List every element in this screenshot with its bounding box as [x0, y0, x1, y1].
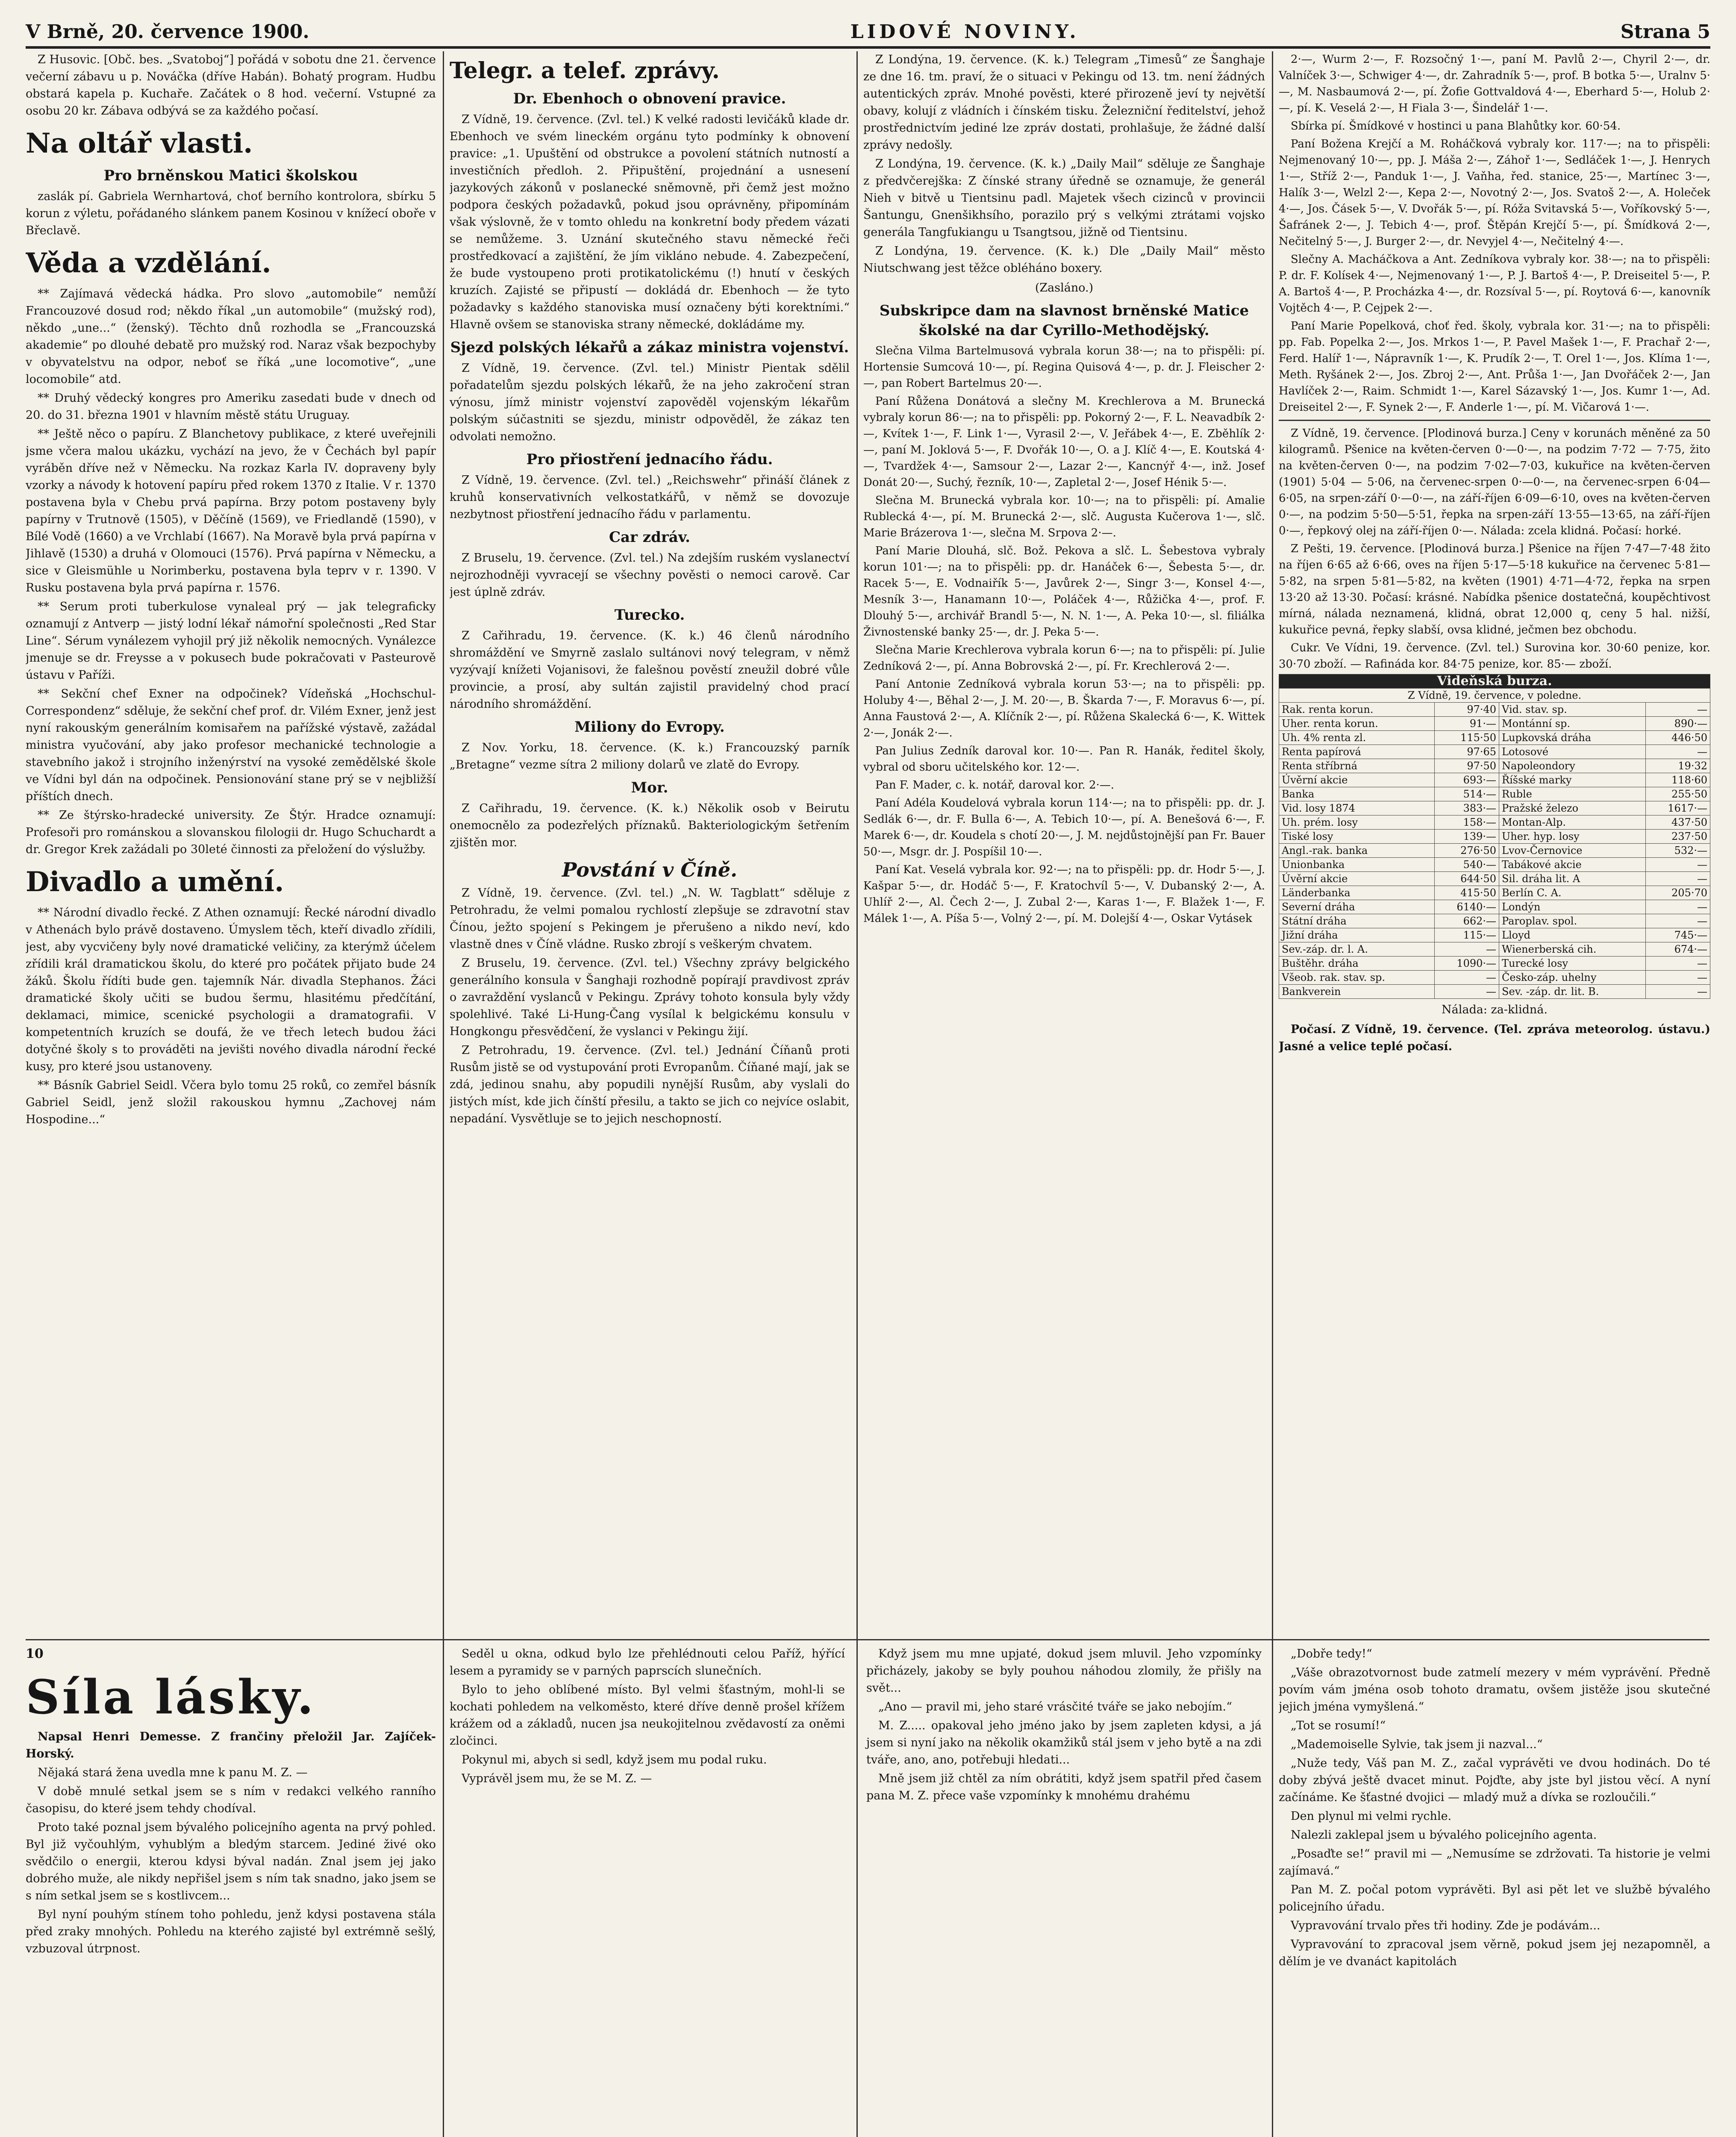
feuilleton-rule: [26, 1639, 1710, 1640]
feuilleton-paragraph: „Ano — pravil mi, jeho staré vrásčité tváře se jako nebojím.“: [878, 1700, 1232, 1713]
feuilleton-paragraph: V době mnulé setkal jsem se s ním v redakci velkého ranního časopisu, do které jsem tehdy chodíval.: [26, 1785, 436, 1815]
bourse-row: [1279, 914, 1710, 928]
telegram-text: Z Cařihradu, 19. července. (K. k.) Několik osob v Beirutu onemocnělo za podezřelých příznaků. Bakteriologickým šetřením zjištěn mor.: [450, 802, 850, 849]
bourse-security: Renta stříbrná: [1279, 759, 1435, 773]
feuilleton-paragraph: M. Z..... opakoval jeho jméno jako by jsem zapleten kdysi, a já jsem si nyní jako na několik okamžiků stál jsem v jeho bytě a na zdi tváře, ano, ano, potřebuji hledati...: [866, 1719, 1262, 1766]
bourse-price: 97·50: [1435, 759, 1499, 773]
bourse-security: Wienerberská cih.: [1499, 942, 1646, 957]
telegram-text: Z Londýna, 19. července. (K. k.) Dle „Daily Mail“ město Niutschwang jest těžce obléháno boxery.: [863, 244, 1265, 275]
market-report: Z Vídně, 19. července. [Plodinová burza.] Ceny v korunách měněné za 50 kilogramů. Pšenice na květen-červen 0·—0·—, na podzim 7·72 — 7·75, žito na květen-červen 0·—, na podzim 7·02—7·03, kukuřice na květen-červen (1901) 5·04 — 5·06, na červenec-srpen 0·—0·—, na červenec-srpen 6·04—6·05, na srpen-září 0·—0·—, na září-říjen 6·09—6·10, oves na květen-červen 0·—, na podzim 5·50—5·51, řepka na srpen-září 13·55—13·65, na září-říjen 0·—, řepkový olej na září-říjen 0·—. Nálada: zcela klidná. Počasí: horké.: [1279, 427, 1710, 537]
subscription-entry: Paní Božena Krejčí a M. Roháčková vybraly kor. 117·—; na to přispěli: Nejmenovaný 10·—, pp. J. Máša 2·—, Záhoř 1·—, Sedláček 1·—, J. Henrych 1·—, Stříž 2·—, Panduk 1·—, J. Vaňha, řed. stanice, 25·—, Martínec 3·—, Halík 3·—, Welzl 2·—, Kepa 2·—, Novotný 2·—, Jos. Svatoš 2·—, A. Holeček 4·—, Jos. Čásek 5·—, V. Dvořák 5·—, pí. Róža Svitavská 5·—, Voříkovský 5·—, Šafránek 2·—, J. Tebich 4·—, prof. Štěpán Krejčí 5·—, pí. Šmídková 2·—, Nečitelný 5·—, J. Burger 2·—, dr. Nevyjel 4·—, Nečitelný 4·—.: [1279, 138, 1710, 248]
bourse-table: [1279, 674, 1710, 999]
oltar-subhead: Pro brněnskou Matici školskou: [103, 167, 358, 184]
subscription-entry: Paní Kat. Veselá vybrala kor. 92·—; na to přispěli: pp. dr. Hodr 5·—, J. Kašpar 5·—, dr. Hodáč 5·—, F. Kratochvíl 5·—, V. Dubanský 2·—, A. Uhlíř 2·—, Al. Čech 2·—, J. Zubal 2·—, Karas 1·—, F. Blažek 1·—, F. Málek 1·—, A. Píša 5·—, Volný 2·—, pí. M. Dolejší 4·—, Oskar Vytásek: [863, 863, 1265, 925]
bourse-security: Ruble: [1499, 787, 1646, 801]
bourse-security: Turecké losy: [1499, 957, 1646, 971]
bourse-security: Lloyd: [1499, 928, 1646, 942]
bourse-security: Uh. prém. losy: [1279, 815, 1435, 830]
telegram-text: Z Londýna, 19. července. (K. k.) „Daily Mail“ sděluje ze Šanghaje z předvčerejška: Z čínské strany úředně se oznamuje, že generál Nieh v bitvě u Tientsinu padl. Majetek všech cizinců v provincii Šantungu, Gnenšikhsího, porazilo prý s velkými ztrátami vojsko generála Tangfukiangu u Tsangtsou, jižně od Tientsinu.: [863, 157, 1265, 239]
bourse-security: Montánní sp.: [1499, 717, 1646, 731]
bourse-security: Länderbanka: [1279, 886, 1435, 900]
column-rule-1: [443, 51, 444, 2137]
bourse-row: [1279, 731, 1710, 745]
telegram-headline: Pro přiostření jednacího řádu.: [526, 451, 773, 468]
column-3: [863, 51, 1265, 1638]
bourse-price: —: [1646, 985, 1710, 999]
column-2: [450, 51, 850, 1638]
section-veda-a-vzdelani: Věda a vzdělání.: [26, 247, 271, 279]
bourse-price: —: [1646, 703, 1710, 717]
feuilleton-paragraph: Den plynul mi velmi rychle.: [1291, 1810, 1452, 1823]
bourse-price: —: [1646, 745, 1710, 759]
bourse-price: 255·50: [1646, 787, 1710, 801]
column-1: [26, 51, 436, 1638]
bourse-security: Úvěrní akcie: [1279, 773, 1435, 787]
masthead-page-label: Strana 5: [1620, 21, 1710, 43]
bourse-price: 446·50: [1646, 731, 1710, 745]
bourse-security: Severní dráha: [1279, 900, 1435, 914]
feuilleton-paragraph: Pan M. Z. počal potom vyprávěti. Byl asi pět let ve službě bývalého policejního úřadu.: [1279, 1883, 1710, 1913]
bourse-security: Napoleondory: [1499, 759, 1646, 773]
feuilleton-paragraph: Bylo to jeho oblíbené místo. Byl velmi šťastným, mohl-li se kochati pohledem na velkoměsto, které dříve denně prošel křížem krážem od a základů, nucen jsa neukojitelnou zvědavostí za oněmi zločinci.: [450, 1683, 845, 1748]
bourse-security: Lvov-Černovice: [1499, 844, 1646, 858]
bourse-price: —: [1435, 942, 1499, 957]
telegram-text: Z Vídně, 19. července. (Zvl. tel.) „Reichswehr“ přináší článek z kruhů konservativních velkostatkářů, v němž se dovozuje nezbytnost přiostření jednacího řádu v parlamentu.: [450, 474, 850, 521]
column-4: [1279, 51, 1710, 1638]
telegram-headline-china: Povstání v Číně.: [562, 858, 738, 881]
veda-item: ** Ze štýrsko-hradecké university. Ze Štýr. Hradce oznamují: Profesoři pro románskou a slovanskou filologii dr. Hugo Schuchardt a dr. Gregor Krek zažádali po 30leté činnosti za přeložení do výslužby.: [26, 809, 436, 856]
bourse-security: Montan-Alp.: [1499, 815, 1646, 830]
feuilleton-paragraph: Mně jsem již chtěl za ním obrátiti, když jsem spatřil před časem pana M. Z. přece vaše vzpomínky k mnohému drahému: [866, 1772, 1262, 1802]
feuilleton-number: 10: [26, 1646, 44, 1661]
masthead-date: V Brně, 20. července 1900.: [26, 21, 309, 43]
bourse-price: 415·50: [1435, 886, 1499, 900]
bourse-security: Paroplav. spol.: [1499, 914, 1646, 928]
subscription-entry: Paní Adéla Koudelová vybrala korun 114·—; na to přispěli: pp. dr. J. Sedlák 6·—, dr. F. Bulla 6·—, A. Tebich 10·—, pí. A. Benešová 6·—, F. Marek 6·—, dr. Koudela s chotí 20·—, J. M. nejdůstojnější pan Fr. Bauer 50·—, Msgr. dr. J. Pospíšil 10·—.: [863, 797, 1265, 858]
bourse-price: 745·—: [1646, 928, 1710, 942]
bourse-price: 674·—: [1646, 942, 1710, 957]
feuilleton-paragraph: „Mademoiselle Sylvie, tak jsem ji nazval...“: [1291, 1738, 1543, 1751]
market-rule: [1279, 420, 1710, 421]
bourse-subtitle: Z Vídně, 19. července, v poledne.: [1279, 689, 1710, 703]
feuilleton-paragraph: Vypravování to zpracoval jsem věrně, pokud jsem jej nezapomněl, a dělím je ve dvanáct kapitolách: [1279, 1938, 1710, 1968]
bourse-row: [1279, 971, 1710, 985]
veda-item: ** Zajímavá vědecká hádka. Pro slovo „automobile“ nemůží Francouzové dosud rod; někdo říkal „un automobile“ (mužský rod), někdo „une...“ (ženský). Těchto dnů rozhodla se „Francouzská akademie“ po dlouhé debatě pro mužský rod. Naraz však bezpochyby v obyvatelstvu na odpor, neboť se říká „une locomotive“, „une locomobile“ atd.: [26, 287, 436, 386]
section-na-oltar-vlasti: Na oltář vlasti.: [26, 127, 253, 159]
telegram-text: Z Bruselu, 19. července. (Zvl. tel.) Všechny zprávy belgického generálního konsula v Šanghaji rozhodně popírají pravdivost zpráv o zavraždění vyslanců v Pekingu. Zprávy tohoto konsula byly vždy spolehlivé. Také Li-Hung-Čang vysílal k belgickému konsulu v Hongkongu přesvědčení, že vyslanci v Pekingu žijí.: [450, 957, 850, 1038]
veda-item: ** Serum proti tuberkulose vynaleal prý — jak telegraficky oznamují z Antverp — jistý lodní lékař námořní společnosti „Red Star Line“. Sérum vynálezem vyhojil prý již několik nemocných. Vynálezce jmenuje se dr. Freysse a v pokusech bude pokračovati v Pasteurově ústavu v Paříži.: [26, 600, 436, 682]
feuilleton-paragraph: Vyprávěl jsem mu, že se M. Z. —: [462, 1772, 652, 1785]
bourse-price: 115·—: [1435, 928, 1499, 942]
bourse-security: Česko-záp. uhelny: [1499, 971, 1646, 985]
subscription-entry: Slečna M. Brunecká vybrala kor. 10·—; na to přispěli: pí. Amalie Rublecká 4·—, pí. M. Brunecká 2·—, slč. Augusta Kučerova 1·—, slč. Marie Brázerova 1·—, slečna M. Srpova 2·—.: [863, 494, 1265, 539]
bourse-price: 383·—: [1435, 801, 1499, 815]
bourse-row: [1279, 858, 1710, 872]
bourse-price: 890·—: [1646, 717, 1710, 731]
feuilleton-paragraph: Seděl u okna, odkud bylo lze přehlédnouti celou Paříž, hýřící lesem a pyramidy se v parných paprscích slunečních.: [450, 1647, 845, 1678]
bourse-security: Renta papírová: [1279, 745, 1435, 759]
bourse-row: [1279, 928, 1710, 942]
bourse-security: Všeob. rak. stav. sp.: [1279, 971, 1435, 985]
feuilleton-column-2: [450, 1645, 1262, 2137]
masthead: [26, 13, 1710, 49]
bourse-row: [1279, 703, 1710, 717]
bourse-security: Tabákové akcie: [1499, 858, 1646, 872]
feuilleton-column-1: [26, 1645, 436, 2137]
bourse-security: Lotosové: [1499, 745, 1646, 759]
husovice-notice: Z Husovic. [Obč. bes. „Svatoboj“] pořádá v sobotu dne 21. července večerní zábavu u p. Nováčka (dříve Habán). Bohatý program. Hudbu obstará kapela p. Kuchaře. Začátek o 8 hod. večerní. Vstupné za osobu 20 kr. Zábava odbývá se za každého počasí.: [26, 53, 436, 118]
bourse-row: [1279, 759, 1710, 773]
bourse-price: —: [1646, 957, 1710, 971]
bourse-price: 437·50: [1646, 815, 1710, 830]
bourse-security: Úvěrní akcie: [1279, 872, 1435, 886]
bourse-row: [1279, 815, 1710, 830]
veda-item: ** Druhý vědecký kongres pro Ameriku zasedati bude v dnech od 20. do 31. března 1901 v hlavním městě státu Uruguay.: [26, 391, 436, 422]
bourse-security: Angl.-rak. banka: [1279, 844, 1435, 858]
bourse-row: [1279, 985, 1710, 999]
bourse-price: 276·50: [1435, 844, 1499, 858]
bourse-row: [1279, 773, 1710, 787]
bourse-row: [1279, 717, 1710, 731]
oltar-text: zaslák pí. Gabriela Wernhartová, choť berního kontrolora, sbírku 5 korun z výletu, pořádaného slánkem panem Kosinou v knížecí oboře v Břeclavě.: [26, 190, 436, 237]
bourse-row: [1279, 745, 1710, 759]
telegram-headline: Sjezd polských lékařů a zákaz ministra vojenství.: [450, 339, 849, 356]
bourse-price: 97·65: [1435, 745, 1499, 759]
bourse-price: 662·—: [1435, 914, 1499, 928]
telegram-text: Z Nov. Yorku, 18. července. (K. k.) Francouzský parník „Bretagne“ vezme sítra 2 miliony dolarů ve zlatě do Evropy.: [450, 741, 850, 771]
veda-item: ** Ještě něco o papíru. Z Blanchetovy publikace, z které uveřejnili jsme včera malou ukázku, vychází na jevo, že v Čechách byl papír vyráběn dříve než v Německu. Na rozkaz Karla IV. dopraveny byly vzorky a návody k hotovení papíru před rokem 1370 z Italie. V r. 1370 postavena byla v Chebu prvá papírna. Brzy potom postaveny byly papírny v Trutnově (1505), v Děčíně (1569), ve Friedlandě (1590), v Bílé Vodě (1660) a ve Vrchlabí (1667). Na Moravě byla prvá papírna v Jihlavě (1530) a druhá v Olomouci (1576). Prvá papírna v Německu, a sice v Gleismühle u Norimberku, postavena byla teprv v r. 1390. V Rusku postavena byla prvá papírna r. 1576.: [26, 427, 436, 595]
bourse-security: Sil. dráha lit. A: [1499, 872, 1646, 886]
bourse-price: —: [1435, 985, 1499, 999]
feuilleton-column-3: [1279, 1645, 1710, 2137]
bourse-security: Pražské železo: [1499, 801, 1646, 815]
bourse-security: Uher. renta korun.: [1279, 717, 1435, 731]
zaslano-label: (Zasláno.): [1035, 281, 1094, 294]
bourse-price: —: [1435, 971, 1499, 985]
bourse-price: 693·—: [1435, 773, 1499, 787]
bourse-security: Sev. -záp. dr. lit. B.: [1499, 985, 1646, 999]
bourse-row: [1279, 942, 1710, 957]
feuilleton-paragraph: „Tot se rosumí!“: [1291, 1719, 1386, 1732]
bourse-security: Uher. hyp. losy: [1499, 830, 1646, 844]
subscription-entry: Pan Julius Zedník daroval kor. 10·—. Pan R. Hanák, ředitel školy, vybral od sboru učitelského kor. 12·—.: [863, 745, 1265, 774]
bourse-price: 97·40: [1435, 703, 1499, 717]
feuilleton-paragraph: Nalezli zaklepal jsem u bývalého policejního agenta.: [1291, 1828, 1597, 1842]
bourse-security: Rak. renta korun.: [1279, 703, 1435, 717]
subscription-headline: Subskripce dam na slavnost brněnské Matice školské na dar Cyrillo-Methodějský.: [879, 302, 1249, 339]
market-report: Z Pešti, 19. července. [Plodinová burza.] Pšenice na říjen 7·47—7·48 žito na říjen 6·65 až 6·66, oves na říjen 5·17—5·18 kukuřice na červenec 5·81—5·82, na srpen 5·81—5·82, na květen (1901) 4·71—4·72, řepka na srpen 13·20 až 13·30. Počasí: krásné. Nabídka pšenice dostatečná, koupěchtivost mírná, nálada neznamená, klidná, obrat 12,000 q, ceny 5 hal. nižší, kukuřice pevná, řepky slabší, ovsa klidné, ječmen bez obchodu.: [1279, 542, 1710, 636]
bourse-mood: Nálada: za-klidná.: [1442, 1003, 1548, 1016]
telegram-headline: Miliony do Evropy.: [574, 718, 725, 736]
bourse-price: 1090·—: [1435, 957, 1499, 971]
bourse-row: [1279, 886, 1710, 900]
telegram-text: Z Petrohradu, 19. července. (Zvl. tel.) Jednání Číňanů proti Rusům jistě se od vystupování proti Evropanům. Číňané mají, jak se zdá, jedinou snahu, aby popudili nynější Rusům, aby vyslali do jistých míst, kde jich čínští přesilu, a takto se jich co nejvíce oslabit, nepadání. Vysvětluje se to jejich neschopností.: [450, 1044, 850, 1125]
bourse-price: 118·60: [1646, 773, 1710, 787]
bourse-row: [1279, 844, 1710, 858]
bourse-security: Londýn: [1499, 900, 1646, 914]
bourse-price: 644·50: [1435, 872, 1499, 886]
telegram-text: Z Cařihradu, 19. července. (K. k.) 46 členů národního shromáždění ve Smyrně zaslalo sultánovi nový telegram, v němž vyzývají knížeti Vojanisovi, že falešnou pověstí zneužil dobré vůle provincie, a prosí, aby sultán zajistil pravidelný chod prací národního shromáždění.: [450, 629, 850, 711]
subscription-entry: Slečna Vilma Bartelmusová vybrala korun 38·—; na to přispěli: pí. Hortensie Sumcová 10·—, pí. Regina Quisová 4·—, p. dr. J. Fleischer 2·—, pan Robert Bartelmus 20·—.: [863, 344, 1265, 390]
section-telegr-zpravy: Telegr. a telef. zprávy.: [450, 58, 720, 84]
telegram-text: Z Vídně, 19. července. (Zvl. tel.) Ministr Pientak sdělil pořadatelům sjezdu polských lékařů, že na jeho zakročení stran výnosu, jímž ministr vojenství zapověděl vojenským lékařům polským súčastniti se sjezdu, ministr odpověděl, že zákaz ten odvolati nemožno.: [450, 362, 850, 443]
feuilleton-paragraph: Proto také poznal jsem bývalého policejního agenta na prvý pohled. Byl již vyčouhlým, vyhublým a bledým starcem. Jediné živé oko svědčilo o energii, kterou kdysi býval nadán. Znal jsem jej jako dobrého muže, ale nikdy nepřišel jsem s ním tak snadno, jako jsem se s ním setkal jsem se s kostlivcem...: [26, 1821, 436, 1902]
bourse-row: [1279, 900, 1710, 914]
bourse-security: Berlín C. A.: [1499, 886, 1646, 900]
bourse-security: Tiské losy: [1279, 830, 1435, 844]
subscription-entry: Sbírka pí. Šmídkové v hostinci u pana Blahůtky kor. 60·54.: [1291, 120, 1621, 132]
bourse-security: Unionbanka: [1279, 858, 1435, 872]
bourse-price: 19·32: [1646, 759, 1710, 773]
telegram-text: Z Bruselu, 19. července. (Zvl. tel.) Na zdejším ruském vyslanectví nejrozhodněji vyvracejí se všechny pověsti o nemoci carově. Car jest úplně zdráv.: [450, 551, 850, 599]
bourse-security: Státní dráha: [1279, 914, 1435, 928]
section-divadlo-a-umeni: Divadlo a umění.: [26, 866, 284, 898]
feuilleton-paragraph: „Dobře tedy!“: [1291, 1647, 1372, 1660]
bourse-price: —: [1646, 858, 1710, 872]
bourse-price: 514·—: [1435, 787, 1499, 801]
feuilleton-paragraph: Pokynul mi, abych si sedl, když jsem mu podal ruku.: [462, 1753, 767, 1766]
feuilleton-paragraph: Byl nyní pouhým stínem toho pohledu, jenž kdysi postavena stála před zraky mnohých. Pohledu na kterého zajisté byl extrémně sešlý, vzbuzoval útrpnost.: [26, 1908, 436, 1955]
market-report: Cukr. Ve Vídni, 19. července. (Zvl. tel.) Surovina kor. 30·60 penize, kor. 30·70 zboží. — Rafináda kor. 84·75 penize, kor. 85·— zboží.: [1279, 642, 1710, 671]
subscription-entry: Pan F. Mader, c. k. notář, daroval kor. 2·—.: [875, 779, 1115, 792]
bourse-price: 237·50: [1646, 830, 1710, 844]
bourse-security: Bankverein: [1279, 985, 1435, 999]
bourse-security: Vid. losy 1874: [1279, 801, 1435, 815]
telegram-headline: Car zdráv.: [609, 529, 691, 546]
bourse-row: [1279, 787, 1710, 801]
bourse-price: 139·—: [1435, 830, 1499, 844]
bourse-security: Sev.-záp. dr. l. A.: [1279, 942, 1435, 957]
bourse-security: Uh. 4% renta zl.: [1279, 731, 1435, 745]
feuilleton-paragraph: Nějaká stará žena uvedla mne k panu M. Z. —: [38, 1766, 308, 1779]
bourse-row: [1279, 872, 1710, 886]
bourse-title: Videňská burza.: [1279, 674, 1710, 689]
bourse-price: 91·—: [1435, 717, 1499, 731]
bourse-price: —: [1646, 900, 1710, 914]
weather-report: Počasí. Z Vídně, 19. července. (Tel. zpráva meteorolog. ústavu.) Jasné a velice teplé počasí.: [1279, 1023, 1710, 1053]
veda-item: ** Sekční chef Exner na odpočinek? Vídeňská „Hochschul-Correspondenz“ sděluje, že sekční chef prof. dr. Vilém Exner, jenž jest nyní rakouským generálním komisařem na pařížské výstavě, zažádal ministra vyučování, aby jako profesor mechanické technologie a stavebního jakož i strojního inženýrství na vysoké zemědělské škole ve Vídni byl dán na odpočinek. Pensionování stane prý se v nejbližší příštích dnech.: [26, 687, 436, 803]
bourse-price: 115·50: [1435, 731, 1499, 745]
subscription-entry: Slečny A. Macháčkova a Ant. Zedníkova vybraly kor. 38·—; na to přispěli: P. dr. F. Kolísek 4·—, Nejmenovaný 1·—, P. J. Bartoš 4·—, P. Dreiseitel 5·—, P. A. Bartoš 4·—, P. Procházka 4·—, dr. Rozsíval 5·—, pí. Roytová 6·—, kanovník Vojtěch 4·—, P. Cejpek 2·—.: [1279, 253, 1710, 315]
feuilleton-paragraph: „Nuže tedy, Váš pan M. Z., začal vyprávěti ve dvou hodinách. Do té doby zbývá ještě dvacet minut. Pojďte, aby jste byl jistou věcí. A nyní začínáme. Ke šťastné dvojici — mladý muž a dívka se rozloučili.“: [1279, 1757, 1710, 1804]
bourse-price: 205·70: [1646, 886, 1710, 900]
telegram-text: Z Vídně, 19. července. (Zvl. tel.) „N. W. Tagblatt“ sděluje z Petrohradu, že velmi pomalou rychlostí zlepšuje se zdravotní stav Čínou, ježto spojení s Pekingem je přerušeno a nikdo neví, kdo vlastně dnes v Číně vládne. Rusko zbrojí s veškerým chvatem.: [450, 886, 850, 951]
subscription-entry: Slečna Marie Krechlerova vybrala korun 6·—; na to přispěli: pí. Julie Zedníková 2·—, pí. Anna Bobrovská 2·—, pí. Fr. Krechlerová 2·—.: [863, 644, 1265, 673]
bourse-price: 158·—: [1435, 815, 1499, 830]
telegram-headline: Mor.: [631, 779, 668, 796]
column-rule-3: [1272, 51, 1273, 2137]
bourse-price: 6140·—: [1435, 900, 1499, 914]
bourse-rows: [1279, 703, 1710, 999]
bourse-security: Buštěhr. dráha: [1279, 957, 1435, 971]
bourse-security: Vid. stav. sp.: [1499, 703, 1646, 717]
telegram-headline: Turecko.: [614, 606, 685, 624]
bourse-price: 532·—: [1646, 844, 1710, 858]
bourse-security: Banka: [1279, 787, 1435, 801]
bourse-price: —: [1646, 872, 1710, 886]
bourse-price: —: [1646, 971, 1710, 985]
divadlo-item: ** Básník Gabriel Seidl. Včera bylo tomu 25 roků, co zemřel básník Gabriel Seidl, jenž složil rakouskou hymnu „Zachovej nám Hospodine...“: [26, 1079, 436, 1126]
feuilleton-paragraph: „Váše obrazotvornost bude zatmelí mezery v mém vyprávění. Předně povím vám jména osob tohoto dramatu, ovšem jistěže jsou skutečné jejich jména vymyšlená.“: [1279, 1666, 1710, 1713]
feuilleton-paragraph: Když jsem mu mne upjaté, dokud jsem mluvil. Jeho vzpomínky přicházely, jakoby se byly pouhou náhodou zlomily, že přišly na svět...: [866, 1647, 1262, 1695]
telegram-text: Z Vídně, 19. července. (Zvl. tel.) K velké radosti levičáků klade dr. Ebenhoch ve svém lineckém orgánu tyto podmínky k obnovení pravice: „1. Upuštění od obstrukce a povolení státních nutností a investičních předloh. 2. Připuštění, projednání a usnesení jazykových zákonů v poslanecké sněmovně, při čemž jest možno podpora českých požadavků, pokud jsou oprávněny, připomínám však výslovně, že v tomto ohledu na konkretní body předem vázati se nemůžeme. 3. Uznání skutečného stavu německé řeči prostředkovací a zajištění, že jím vikláno nebude. 4. Zabezpečení, že bude vystoupeno proti protikatolickému (!) hnutí v českých kruzích. Zajisté se připustí — dokládá dr. Ebenhoch — že tyto požadavky s každého stanoviska musí označeny býti korektními.“ Hlavně ovšem se stanoviska strany německé, dokládáme my.: [450, 113, 850, 331]
subscription-entry: Paní Růžena Donátová a slečny M. Krechlerova a M. Brunecká vybraly korun 86·—; na to přispěli: pp. Pokorný 2·—, F. L. Neavadbík 2·—, Kvítek 1·—, F. Link 1·—, Vyrasil 2·—, V. Jeřábek 4·—, E. Zběhlík 2·—, paní M. Joklová 5·—, F. Dvořák 10·—, O. a J. Klíč 4·—, E. Koutská 4·—, Tvardžek 4·—, Samsour 2·—, Lazar 2·—, Kancnýř 4·—, inž. Josef Donát 20·—, Suchý, řezník, 10·—, Zapletal 2·—, Josef Hénik 5·—.: [863, 395, 1265, 489]
feuilleton-paragraph: „Posaďte se!“ pravil mi — „Nemusíme se zdržovati. Ta historie je velmi zajímavá.“: [1279, 1847, 1710, 1878]
feuilleton-byline: Napsal Henri Demesse. Z frančiny přeložil Jar. Zajíček-Horský.: [26, 1730, 436, 1760]
feuilleton-paragraph: Vypravování trvalo přes tři hodiny. Zde je podávám...: [1291, 1919, 1601, 1932]
bourse-security: Říšské marky: [1499, 773, 1646, 787]
subscription-entry: Paní Marie Dlouhá, slč. Bož. Pekova a slč. L. Šebestova vybraly korun 101·—; na to přispěli: pp. dr. Hanáček 6·—, Šebesta 5·—, dr. Racek 5·—, E. Vodnaiřík 5·—, Javůrek 2·—, Singr 3·—, Konsel 4·—, Mesník 3·—, Hanamann 10·—, Poláček 4·—, Růžička 4·—, prof. F. Dlouhý 5·—, archivář Brandl 5·—, N. N. 1·—, A. Peka 10·—, sl. filiálka Živnostenské banky 25·—, dr. J. Peka 5·—.: [863, 545, 1265, 639]
divadlo-item: ** Národní divadlo řecké. Z Athen oznamují: Řecké národní divadlo v Athenách bylo právě dostaveno. Úmyslem těch, kteří divadlo zřídili, jest, aby vycvičeny byly nové dramatické veličiny, za kterýmž účelem zřídili král dramatickou školu, do které pro počátek přijato bude 24 žáků. Školu řídíti bude gen. tajemník Nár. divadla Stephanos. Žáci dramatické školy učiti se budou šermu, hlasitému předčítání, deklamaci, mimice, scenické psychologii a dramatografii. V kompetentních kruzích se doufá, že ve třech letech budou žáci dotyčné školy s to prováděti na jevišti nového divadla národní řecké kusy, pro které jsou ustanoveny.: [26, 906, 436, 1073]
bourse-row: [1279, 957, 1710, 971]
bourse-price: 1617·—: [1646, 801, 1710, 815]
subscription-entry: Paní Marie Popelková, choť řed. školy, vybrala kor. 31·—; na to přispěli: pp. Fab. Popelka 2·—, Jos. Mrkos 1·—, P. Pavel Mašek 1·—, F. Prachař 2·—, Ferd. Halíř 1·—, Nápravník 1·—, K. Prudík 2·—, T. Orel 1·—, Jos. Klíma 1·—, Meth. Ryšánek 2·—, Jos. Zbroj 2·—, Ant. Průša 1·—, Jan Dvořáček 2·—, Jan Havlíček 2·—, Raim. Schmidt 1·—, Karel Sázavský 1·—, Jos. Kumr 1·—, Ad. Dreiseitel 2·—, F. Synek 2·—, F. Anderle 1·—, pí. M. Vičarová 1·—.: [1279, 320, 1710, 414]
feuilleton-title: Síla lásky.: [26, 1669, 316, 1725]
subscription-entry: 2·—, Wurm 2·—, F. Rozsočný 1·—, paní M. Pavlů 2·—, Chyril 2·—, dr. Valníček 3·—, Schwiger 4·—, dr. Zahradník 5·—, prof. B botka 5·—, Uralnv 5·—, M. Nasbaumová 2·—, pí. Žofie Gottvaldová 4·—, Eberhard 5·—, Holub 2·—, pí. K. Veselá 2·—, H Fiala 3·—, Šindelář 1·—.: [1279, 53, 1710, 115]
bourse-row: [1279, 801, 1710, 815]
bourse-price: —: [1646, 914, 1710, 928]
bourse-security: Jižní dráha: [1279, 928, 1435, 942]
feuilleton-two-columns: [450, 1645, 1262, 1804]
telegram-text: Z Londýna, 19. července. (K. k.) Telegram „Timesů“ ze Šanghaje ze dne 16. tm. praví, že o situaci v Pekingu od 13. tm. není žádných autentických zpráv. Mnohé pověsti, které přirozeně jeví ty největší obavy, kolují z vládních i čínském tisku. Železniční ředitelství, jehož prostřednictvím jediné lze zpráv dostati, prohlašuje, že žádné další zprávy nedošly.: [863, 53, 1265, 152]
bourse-price: 540·—: [1435, 858, 1499, 872]
telegram-headline: Dr. Ebenhoch o obnovení pravice.: [513, 90, 786, 107]
masthead-paper-name: LIDOVÉ NOVINY.: [850, 21, 1080, 43]
subscription-entry: Paní Antonie Zedníková vybrala korun 53·—; na to přispěli: pp. Holuby 4·—, Běhal 2·—, J. M. 20·—, B. Škarda 7·—, F. Moravus 6·—, pí. Anna Faustová 2·—, A. Klíčník 2·—, pí. Růžena Skalecká 6·—, K. Wittek 2·—, Jonák 2·—.: [863, 678, 1265, 739]
bourse-security: Lupkovská dráha: [1499, 731, 1646, 745]
bourse-row: [1279, 830, 1710, 844]
